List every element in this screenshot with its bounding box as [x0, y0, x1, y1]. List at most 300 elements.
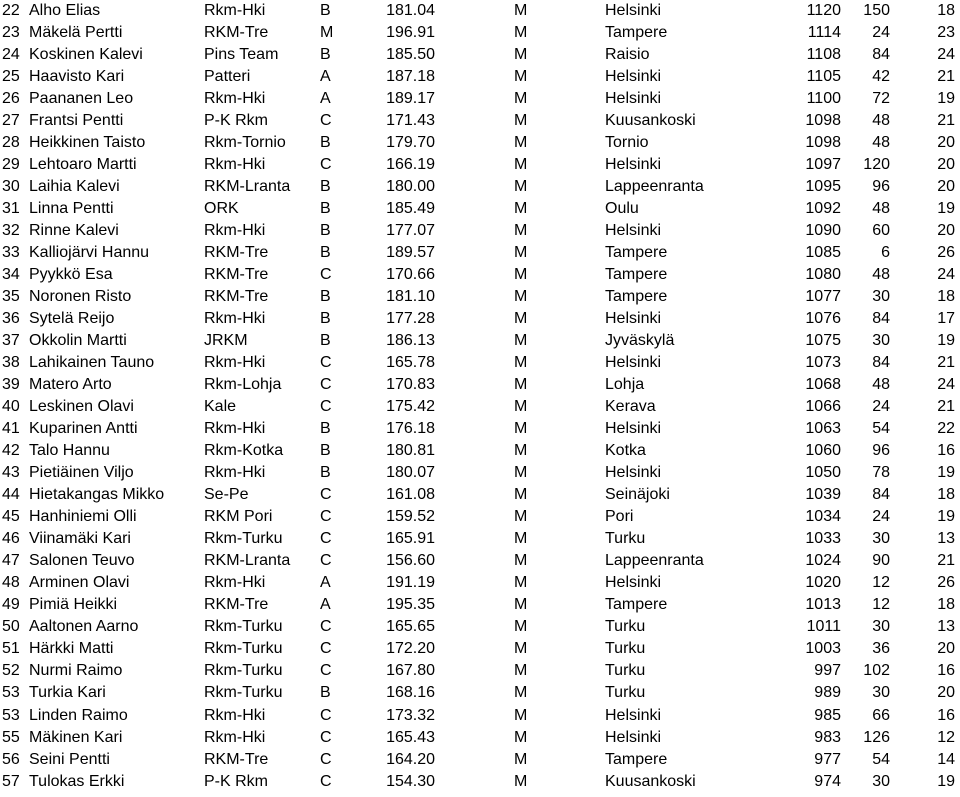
weight-cell: 191.19 — [386, 574, 435, 592]
points-a-cell: 36 — [872, 640, 890, 658]
city-cell: Turku — [605, 530, 646, 548]
city-cell: Turku — [605, 618, 646, 636]
class-cell: M — [320, 24, 334, 42]
club-cell: Rkm-Hki — [204, 464, 266, 482]
points-b-cell: 12 — [937, 728, 955, 746]
sex-cell: M — [514, 288, 528, 306]
class-cell: A — [320, 68, 331, 86]
table-row — [0, 242, 960, 264]
score-cell: 1105 — [806, 68, 841, 86]
club-cell: P-K Rkm — [204, 772, 268, 790]
class-cell: C — [320, 530, 332, 548]
name-cell: Lehtoaro Martti — [29, 156, 137, 174]
sex-cell: M — [514, 574, 528, 592]
city-cell: Helsinki — [605, 90, 662, 108]
name-cell: Salonen Teuvo — [29, 552, 135, 570]
rank-cell: 44 — [2, 486, 20, 504]
table-row — [0, 528, 960, 550]
points-a-cell: 54 — [872, 750, 890, 768]
sex-cell: M — [514, 728, 528, 746]
score-cell: 983 — [814, 728, 841, 746]
city-cell: Lohja — [605, 376, 645, 394]
points-a-cell: 84 — [872, 310, 890, 328]
club-cell: Rkm-Tornio — [204, 134, 286, 152]
score-cell: 1033 — [805, 530, 841, 548]
table-row — [0, 440, 960, 462]
weight-cell: 165.91 — [386, 530, 435, 548]
score-cell: 1098 — [805, 134, 841, 152]
city-cell: Tornio — [605, 134, 649, 152]
city-cell: Helsinki — [605, 2, 662, 19]
score-cell: 1063 — [805, 420, 841, 438]
points-a-cell: 24 — [872, 398, 890, 416]
sex-cell: M — [514, 90, 528, 108]
weight-cell: 175.42 — [386, 398, 435, 416]
sex-cell: M — [514, 46, 528, 64]
weight-cell: 196.91 — [386, 24, 435, 42]
rank-cell: 41 — [2, 420, 20, 438]
points-b-cell: 24 — [937, 376, 955, 394]
table-row — [0, 44, 960, 66]
points-a-cell: 96 — [872, 178, 890, 196]
name-cell: Koskinen Kalevi — [29, 46, 143, 64]
table-row — [0, 286, 960, 308]
club-cell: Rkm-Hki — [204, 2, 266, 19]
points-b-cell: 21 — [937, 552, 955, 570]
points-b-cell: 14 — [937, 750, 955, 768]
rank-cell: 51 — [2, 640, 20, 658]
points-a-cell: 48 — [872, 376, 890, 394]
club-cell: Rkm-Hki — [204, 156, 266, 174]
table-row — [0, 484, 960, 506]
points-b-cell: 19 — [937, 90, 955, 108]
sex-cell: M — [514, 706, 528, 724]
points-a-cell: 48 — [872, 200, 890, 218]
score-cell: 1085 — [805, 244, 841, 262]
club-cell: Rkm-Turku — [204, 618, 283, 636]
rank-cell: 53 — [2, 684, 20, 702]
table-row — [0, 705, 960, 727]
class-cell: C — [320, 772, 332, 790]
city-cell: Tampere — [605, 244, 668, 262]
score-cell: 1066 — [805, 398, 841, 416]
city-cell: Turku — [605, 662, 646, 680]
rank-cell: 57 — [2, 772, 20, 790]
rank-cell: 45 — [2, 508, 20, 526]
class-cell: C — [320, 266, 332, 284]
class-cell: B — [320, 222, 331, 240]
score-cell: 1120 — [806, 2, 841, 19]
score-cell: 1013 — [805, 596, 841, 614]
table-row — [0, 176, 960, 198]
rank-cell: 38 — [2, 354, 20, 372]
points-a-cell: 66 — [872, 706, 890, 724]
points-b-cell: 20 — [937, 178, 955, 196]
rank-cell: 46 — [2, 530, 20, 548]
city-cell: Turku — [605, 684, 646, 702]
sex-cell: M — [514, 442, 528, 460]
sex-cell: M — [514, 552, 528, 570]
class-cell: C — [320, 398, 332, 416]
score-cell: 985 — [814, 706, 841, 724]
class-cell: B — [320, 310, 331, 328]
rank-cell: 55 — [2, 728, 20, 746]
sex-cell: M — [514, 530, 528, 548]
points-b-cell: 17 — [937, 310, 955, 328]
club-cell: Patteri — [204, 68, 251, 86]
points-a-cell: 84 — [872, 46, 890, 64]
sex-cell: M — [514, 134, 528, 152]
sex-cell: M — [514, 156, 528, 174]
city-cell: Helsinki — [605, 310, 662, 328]
points-a-cell: 72 — [872, 90, 890, 108]
weight-cell: 179.70 — [386, 134, 435, 152]
table-row — [0, 352, 960, 374]
name-cell: Härkki Matti — [29, 640, 114, 658]
weight-cell: 180.81 — [386, 442, 435, 460]
city-cell: Kuusankoski — [605, 772, 696, 790]
points-b-cell: 26 — [937, 574, 955, 592]
rank-cell: 28 — [2, 134, 20, 152]
name-cell: Aaltonen Aarno — [29, 618, 139, 636]
weight-cell: 181.10 — [386, 288, 435, 306]
club-cell: RKM-Lranta — [204, 178, 291, 196]
points-b-cell: 18 — [937, 288, 955, 306]
class-cell: B — [320, 464, 331, 482]
weight-cell: 180.00 — [386, 178, 435, 196]
name-cell: Haavisto Kari — [29, 68, 125, 86]
weight-cell: 161.08 — [386, 486, 435, 504]
class-cell: B — [320, 288, 331, 306]
class-cell: C — [320, 618, 332, 636]
points-a-cell: 102 — [863, 662, 890, 680]
points-a-cell: 30 — [872, 288, 890, 306]
points-b-cell: 24 — [937, 46, 955, 64]
sex-cell: M — [514, 464, 528, 482]
points-b-cell: 21 — [937, 112, 955, 130]
score-cell: 1077 — [805, 288, 841, 306]
sex-cell: M — [514, 332, 528, 350]
club-cell: Rkm-Hki — [204, 222, 266, 240]
points-b-cell: 24 — [937, 266, 955, 284]
points-a-cell: 120 — [863, 156, 890, 174]
city-cell: Pori — [605, 508, 634, 526]
rank-cell: 35 — [2, 288, 20, 306]
score-cell: 989 — [814, 684, 841, 702]
club-cell: RKM-Tre — [204, 266, 269, 284]
points-b-cell: 20 — [937, 222, 955, 240]
name-cell: Alho Elias — [29, 2, 101, 19]
points-b-cell: 19 — [937, 200, 955, 218]
rank-cell: 34 — [2, 266, 20, 284]
score-cell: 974 — [814, 772, 841, 790]
points-a-cell: 150 — [863, 2, 890, 19]
weight-cell: 154.30 — [386, 772, 435, 790]
points-b-cell: 13 — [937, 530, 955, 548]
score-cell: 1068 — [805, 376, 841, 394]
club-cell: RKM-Tre — [204, 750, 269, 768]
table-row — [0, 771, 960, 793]
weight-cell: 185.50 — [386, 46, 435, 64]
club-cell: ORK — [204, 200, 239, 218]
class-cell: B — [320, 178, 331, 196]
rank-cell: 37 — [2, 332, 20, 350]
club-cell: Rkm-Hki — [204, 90, 266, 108]
points-a-cell: 30 — [872, 332, 890, 350]
city-cell: Jyväskylä — [605, 332, 675, 350]
score-cell: 1080 — [805, 266, 841, 284]
sex-cell: M — [514, 244, 528, 262]
rank-cell: 26 — [2, 90, 20, 108]
city-cell: Tampere — [605, 750, 668, 768]
name-cell: Matero Arto — [29, 376, 112, 394]
table-row — [0, 308, 960, 330]
rank-cell: 53 — [2, 706, 20, 724]
points-a-cell: 24 — [872, 508, 890, 526]
weight-cell: 189.17 — [386, 90, 435, 108]
club-cell: Rkm-Turku — [204, 530, 283, 548]
table-row — [0, 462, 960, 484]
class-cell: B — [320, 420, 331, 438]
points-a-cell: 126 — [863, 728, 890, 746]
table-row — [0, 506, 960, 528]
city-cell: Helsinki — [605, 574, 662, 592]
sex-cell: M — [514, 2, 528, 19]
score-cell: 1020 — [805, 574, 841, 592]
points-a-cell: 12 — [872, 574, 890, 592]
city-cell: Helsinki — [605, 68, 662, 86]
class-cell: C — [320, 376, 332, 394]
sex-cell: M — [514, 508, 528, 526]
club-cell: Rkm-Hki — [204, 728, 266, 746]
points-a-cell: 96 — [872, 442, 890, 460]
score-cell: 1073 — [805, 354, 841, 372]
points-a-cell: 30 — [872, 684, 890, 702]
table-row — [0, 132, 960, 154]
score-cell: 1075 — [805, 332, 841, 350]
sex-cell: M — [514, 200, 528, 218]
name-cell: Hietakangas Mikko — [29, 486, 165, 504]
city-cell: Kerava — [605, 398, 656, 416]
city-cell: Kuusankoski — [605, 112, 696, 130]
class-cell: C — [320, 706, 332, 724]
points-a-cell: 54 — [872, 420, 890, 438]
club-cell: Rkm-Turku — [204, 662, 283, 680]
sex-cell: M — [514, 640, 528, 658]
weight-cell: 181.04 — [386, 2, 435, 19]
weight-cell: 165.43 — [386, 728, 435, 746]
points-b-cell: 18 — [937, 486, 955, 504]
points-b-cell: 20 — [937, 640, 955, 658]
table-row — [0, 396, 960, 418]
name-cell: Linden Raimo — [29, 706, 128, 724]
weight-cell: 166.19 — [386, 156, 435, 174]
club-cell: Rkm-Kotka — [204, 442, 284, 460]
name-cell: Kalliojärvi Hannu — [29, 244, 150, 262]
points-b-cell: 16 — [937, 706, 955, 724]
club-cell: Rkm-Turku — [204, 640, 283, 658]
weight-cell: 170.83 — [386, 376, 435, 394]
sex-cell: M — [514, 486, 528, 504]
name-cell: Pyykkö Esa — [29, 266, 113, 284]
table-row — [0, 660, 960, 682]
class-cell: B — [320, 200, 331, 218]
club-cell: Kale — [204, 398, 237, 416]
rank-cell: 27 — [2, 112, 20, 130]
sex-cell: M — [514, 684, 528, 702]
points-b-cell: 19 — [937, 772, 955, 790]
points-a-cell: 78 — [872, 464, 890, 482]
name-cell: Laihia Kalevi — [29, 178, 120, 196]
weight-cell: 186.13 — [386, 332, 435, 350]
table-row — [0, 264, 960, 286]
rank-cell: 49 — [2, 596, 20, 614]
weight-cell: 171.43 — [386, 112, 435, 130]
name-cell: Arminen Olavi — [29, 574, 130, 592]
points-b-cell: 21 — [937, 398, 955, 416]
rank-cell: 52 — [2, 662, 20, 680]
table-row — [0, 154, 960, 176]
city-cell: Kotka — [605, 442, 646, 460]
club-cell: P-K Rkm — [204, 112, 268, 130]
sex-cell: M — [514, 662, 528, 680]
sex-cell: M — [514, 266, 528, 284]
points-b-cell: 16 — [937, 442, 955, 460]
score-cell: 1076 — [805, 310, 841, 328]
city-cell: Helsinki — [605, 728, 662, 746]
class-cell: C — [320, 728, 332, 746]
class-cell: C — [320, 112, 332, 130]
weight-cell: 165.65 — [386, 618, 435, 636]
class-cell: C — [320, 354, 332, 372]
table-row — [0, 88, 960, 110]
rank-cell: 30 — [2, 178, 20, 196]
weight-cell: 173.32 — [386, 706, 435, 724]
sex-cell: M — [514, 24, 528, 42]
weight-cell: 189.57 — [386, 244, 435, 262]
club-cell: RKM-Tre — [204, 244, 269, 262]
club-cell: RKM-Lranta — [204, 552, 291, 570]
class-cell: A — [320, 596, 331, 614]
table-row — [0, 110, 960, 132]
points-a-cell: 60 — [872, 222, 890, 240]
name-cell: Mäkelä Pertti — [29, 24, 123, 42]
class-cell: B — [320, 442, 331, 460]
class-cell: B — [320, 2, 331, 19]
points-a-cell: 90 — [872, 552, 890, 570]
club-cell: Rkm-Hki — [204, 574, 266, 592]
city-cell: Helsinki — [605, 354, 662, 372]
table-row — [0, 66, 960, 88]
city-cell: Helsinki — [605, 222, 662, 240]
rank-cell: 23 — [2, 24, 20, 42]
club-cell: RKM-Tre — [204, 24, 269, 42]
score-cell: 1095 — [805, 178, 841, 196]
points-a-cell: 48 — [872, 266, 890, 284]
name-cell: Hanhiniemi Olli — [29, 508, 137, 526]
city-cell: Turku — [605, 640, 646, 658]
score-cell: 1100 — [806, 90, 841, 108]
points-b-cell: 22 — [937, 420, 955, 438]
class-cell: B — [320, 134, 331, 152]
score-cell: 1098 — [805, 112, 841, 130]
club-cell: Pins Team — [204, 46, 279, 64]
rank-cell: 56 — [2, 750, 20, 768]
sex-cell: M — [514, 222, 528, 240]
city-cell: Helsinki — [605, 420, 662, 438]
rank-cell: 32 — [2, 222, 20, 240]
name-cell: Heikkinen Taisto — [29, 134, 146, 152]
weight-cell: 177.07 — [386, 222, 435, 240]
score-cell: 1108 — [806, 46, 841, 64]
points-a-cell: 84 — [872, 354, 890, 372]
points-b-cell: 20 — [937, 156, 955, 174]
rank-cell: 47 — [2, 552, 20, 570]
sex-cell: M — [514, 398, 528, 416]
points-b-cell: 23 — [937, 24, 955, 42]
weight-cell: 185.49 — [386, 200, 435, 218]
club-cell: RKM-Tre — [204, 288, 269, 306]
weight-cell: 195.35 — [386, 596, 435, 614]
weight-cell: 159.52 — [386, 508, 435, 526]
class-cell: A — [320, 574, 331, 592]
sex-cell: M — [514, 376, 528, 394]
points-a-cell: 48 — [872, 112, 890, 130]
points-b-cell: 13 — [937, 618, 955, 636]
points-a-cell: 30 — [872, 618, 890, 636]
sex-cell: M — [514, 354, 528, 372]
points-b-cell: 19 — [937, 464, 955, 482]
points-b-cell: 21 — [937, 68, 955, 86]
table-row — [0, 22, 960, 44]
club-cell: Rkm-Hki — [204, 420, 266, 438]
points-b-cell: 16 — [937, 662, 955, 680]
points-b-cell: 20 — [937, 134, 955, 152]
rank-cell: 48 — [2, 574, 20, 592]
city-cell: Oulu — [605, 200, 639, 218]
weight-cell: 172.20 — [386, 640, 435, 658]
class-cell: B — [320, 46, 331, 64]
sex-cell: M — [514, 618, 528, 636]
score-cell: 1024 — [805, 552, 841, 570]
score-cell: 1060 — [805, 442, 841, 460]
rank-cell: 22 — [2, 2, 20, 19]
class-cell: C — [320, 486, 332, 504]
city-cell: Helsinki — [605, 706, 662, 724]
club-cell: JRKM — [204, 332, 248, 350]
class-cell: C — [320, 662, 332, 680]
name-cell: Noronen Risto — [29, 288, 132, 306]
club-cell: Rkm-Turku — [204, 684, 283, 702]
name-cell: Lahikainen Tauno — [29, 354, 155, 372]
class-cell: C — [320, 156, 332, 174]
rank-cell: 24 — [2, 46, 20, 64]
points-b-cell: 19 — [937, 332, 955, 350]
points-b-cell: 26 — [937, 244, 955, 262]
table-row — [0, 198, 960, 220]
name-cell: Seini Pentti — [29, 750, 110, 768]
points-a-cell: 30 — [872, 772, 890, 790]
table-row — [0, 220, 960, 242]
score-cell: 977 — [814, 750, 841, 768]
class-cell: C — [320, 750, 332, 768]
rank-cell: 36 — [2, 310, 20, 328]
rank-cell: 43 — [2, 464, 20, 482]
score-cell: 1039 — [805, 486, 841, 504]
weight-cell: 165.78 — [386, 354, 435, 372]
score-cell: 1011 — [806, 618, 841, 636]
table-row — [0, 572, 960, 594]
